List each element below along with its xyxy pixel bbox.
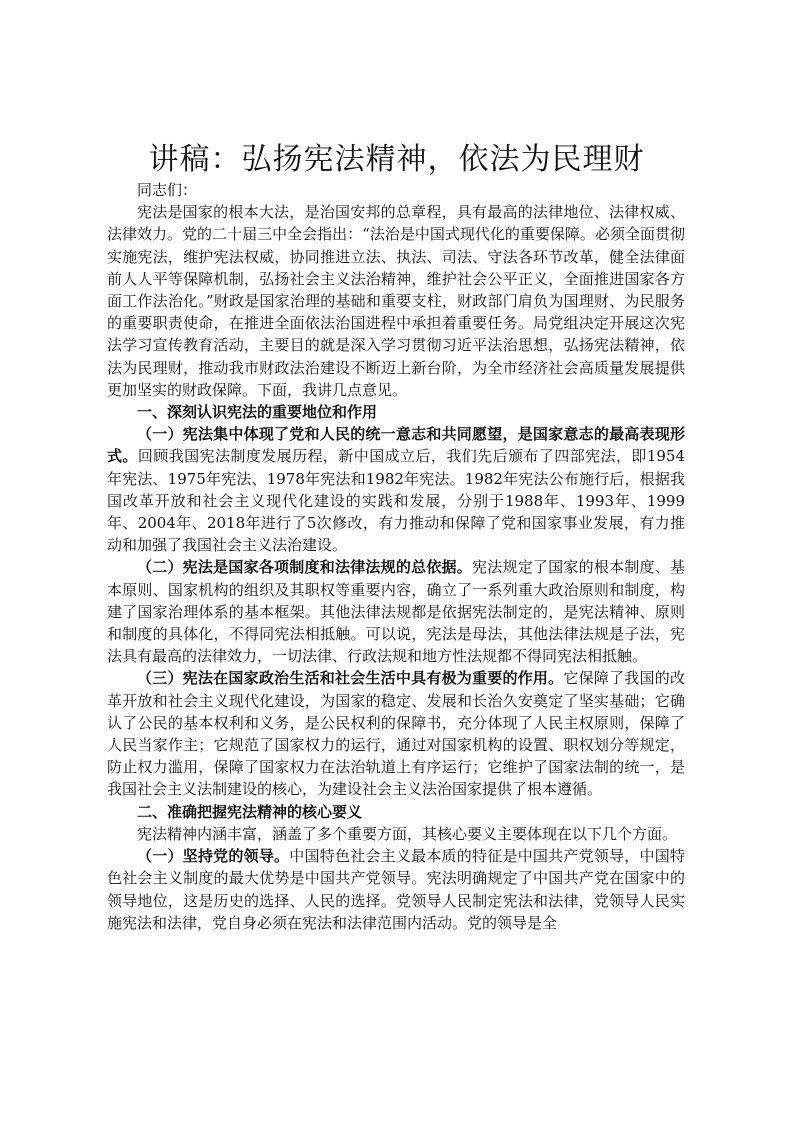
section1-paragraph-3: [107, 667, 685, 800]
paragraph-lead: （二）宪法是国家各项制度和法律法规的总依据。: [137, 558, 473, 577]
section2-paragraph-1: [107, 845, 685, 934]
paragraph-body: 它保障了我国的改革开放和社会主义现代化建设，为国家的稳定、发展和长治久安奠定了坚实基础；它确认了公民的基本权利和义务，是公民权利的保障书，充分体现了人民主权原则，保障了人民当家作主；它规范了国家权力的运行，通过对国家机构的设置、职权划分等规定，防止权力滥用，保障了国家权力在法治轨道上有序运行；它维护了国家法制的统一，是我国社会主义法制建设的核心，为建设社会主义法治国家提供了根本遵循。: [107, 669, 685, 799]
paragraph-body: 回顾我国宪法制度发展历程，新中国成立后，我们先后颁布了四部宪法，即1954年宪法、1975年宪法、1978年宪法和1982年宪法。1982年宪法公布施行后，根据我国改革开放和社会主义现代化建设的实践和发展，分别于1988年、1993年、1999年、2004年、2018年进行了5次修改，有力推动和保障了党和国家事业发展，有力推动和加强了我国社会主义法治建设。: [107, 447, 685, 555]
salutation: 同志们：: [137, 181, 198, 199]
paragraph-lead: （三）宪法在国家政治生活和社会生活中具有极为重要的作用。: [137, 669, 564, 688]
paragraph-body: 宪法规定了国家的根本制度、基本原则、国家机构的组织及其职权等重要内容，确立了一系列重大政治原则和制度，构建了国家治理体系的基本框架。其他法律法规都是依据宪法制定的，是宪法精神、原则和制度的具体化，不得同宪法相抵触。可以说，宪法是母法，其他法律法规是子法，宪法具有最高的法律效力，一切法律、行政法规和地方性法规都不得同宪法相抵触。: [107, 558, 685, 666]
intro-paragraph: 宪法是国家的根本大法，是治国安邦的总章程，具有最高的法律地位、法律权威、法律效力。党的二十届三中全会指出：“法治是中国式现代化的重要保障。必须全面贯彻实施宪法，维护宪法权威，协同推进立法、执法、司法、守法各环节改革，健全法律面前人人平等保障机制，弘扬社会主义法治精神，维护社会公平正义，全面推进国家各方面工作法治化。”财政是国家治理的基础和重要支柱，财政部门肩负为国理财、为民服务的重要职责使命，在推进全面依法治国进程中承担着重要任务。局党组决定开展这次宪法学习宣传教育活动，主要目的就是深入学习贯彻习近平法治思想，弘扬宪法精神，依法为民理财，推动我市财政法治建设不断迈上新台阶，为全市经济社会高质量发展提供更加坚实的财政保障。下面，我讲几点意见。: [107, 203, 685, 399]
section-heading-1: 一、深刻认识宪法的重要地位和作用: [137, 403, 378, 422]
document-title: 讲稿：弘扬宪法精神，依法为民理财: [148, 142, 645, 177]
section1-paragraph-2: [107, 556, 685, 667]
paragraph-lead: （一）宪法集中体现了党和人民的统一意志和共同愿望，是国家意志的最高表现形式。: [107, 425, 685, 466]
paragraph-body: 中国特色社会主义最本质的特征是中国共产党领导，中国特色社会主义制度的最大优势是中国共产党领导。宪法明确规定了中国共产党在国家中的领导地位，这是历史的选择、人民的选择。党领导人民制定宪法和法律，党领导人民实施宪法和法律，党自身必须在宪法和法律范围内活动。党的领导是全: [107, 847, 685, 932]
document-body: [107, 179, 685, 934]
section-heading-2: 二、准确把握宪法精神的核心要义: [137, 802, 363, 821]
section1-paragraph-1: [107, 423, 685, 556]
paragraph-lead: （一）坚持党的领导。: [137, 847, 290, 866]
section2-intro: 宪法精神内涵丰富，涵盖了多个重要方面，其核心要义主要体现在以下几个方面。: [137, 824, 678, 843]
